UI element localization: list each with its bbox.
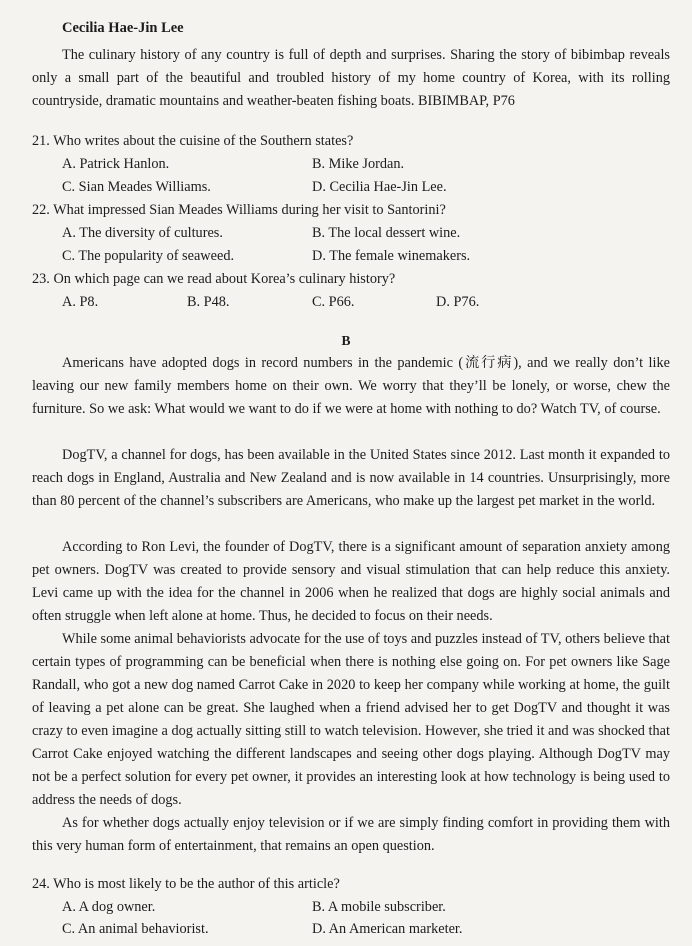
q21-option-a[interactable]: A. Patrick Hanlon.: [62, 156, 170, 172]
question-24: 24. Who is most likely to be the author of this article?: [32, 876, 340, 892]
question-21: 21. Who writes about the cuisine of the Southern states?: [32, 133, 354, 149]
passage-a-text: The culinary history of any country is full of depth and surprises. Sharing the story of bibimbap reveals only a small part of the beautiful and troubled history of my home country of Korea, with its rolling countryside, dramatic mountains and weather-beaten fishing boats. BIBIMBAP, P76: [32, 47, 670, 109]
section-b-paragraph-1: [32, 352, 670, 421]
q22-option-b[interactable]: B. The local dessert wine.: [312, 225, 461, 241]
q24-option-c[interactable]: C. An animal behaviorist.: [62, 921, 209, 937]
paragraph-3-text: According to Ron Levi, the founder of DogTV, there is a significant amount of separation anxiety among pet owners. DogTV was created to provide sensory and visual stimulation that can help reduce this anxiety. Levi came up with the idea for the channel in 2006 when he realized that dogs are highly social animals and often struggle when left alone at home. Thus, he decided to focus on their needs.: [32, 539, 670, 624]
q21-option-d[interactable]: D. Cecilia Hae-Jin Lee.: [312, 179, 447, 195]
section-b-paragraph-3: [32, 536, 670, 628]
q24-option-b[interactable]: B. A mobile subscriber.: [312, 899, 446, 915]
q23-option-a[interactable]: A. P8.: [62, 294, 99, 310]
q21-option-c[interactable]: C. Sian Meades Williams.: [62, 179, 211, 195]
section-b-heading: B: [341, 333, 351, 348]
question-22: 22. What impressed Sian Meades Williams during her visit to Santorini?: [32, 202, 446, 218]
paragraph-5-text: As for whether dogs actually enjoy television or if we are simply finding comfort in providing them with this very human form of entertainment, that remains an open question.: [32, 815, 670, 854]
paragraph-4-text: While some animal behaviorists advocate for the use of toys and puzzles instead of TV, others believe that certain types of programming can be beneficial when there is nothing else going on. For pet owners like Sage Randall, who got a new dog named Carrot Cake in 2020 to keep her company while working at home, the guilt of leaving a pet alone can be great. She laughed when a friend advised her to get DogTV and thought it was crazy to even imagine a dog actually sitting still to watch television. However, she tried it and was shocked that Carrot Cake enjoyed watching the different landscapes and seeing other dogs playing. Although DogTV may not be a perfect solution for every pet owner, it provides an interesting look at how technology is being used to address the needs of dogs.: [32, 631, 670, 808]
question-23: 23. On which page can we read about Korea’s culinary history?: [32, 271, 396, 287]
q22-option-a[interactable]: A. The diversity of cultures.: [62, 225, 223, 241]
section-b-paragraph-4: [32, 628, 670, 812]
q21-option-b[interactable]: B. Mike Jordan.: [312, 156, 405, 172]
q24-option-d[interactable]: D. An American marketer.: [312, 921, 463, 937]
passage-a-excerpt: [32, 44, 670, 113]
section-b-paragraph-5: [32, 812, 670, 858]
paragraph-1-text: Americans have adopted dogs in record numbers in the pandemic (流行病), and we really don’t like leaving our new family members home on their own. We worry that they’ll be lonely, or worse, chew the furniture. So we ask: What would we want to do if we were at home with nothing to do? Watch TV, of course.: [32, 355, 670, 417]
q23-option-c[interactable]: C. P66.: [312, 294, 355, 310]
q22-option-c[interactable]: C. The popularity of seaweed.: [62, 248, 235, 264]
q23-option-b[interactable]: B. P48.: [187, 294, 230, 310]
section-b-paragraph-2: [32, 444, 670, 513]
paragraph-2-text: DogTV, a channel for dogs, has been available in the United States since 2012. Last month it expanded to reach dogs in England, Australia and New Zealand and is now available in 14 countries. Unsurprisingly, more than 80 percent of the channel’s subscribers are Americans, who make up the largest pet market in the world.: [32, 447, 670, 509]
passage-author: Cecilia Hae-Jin Lee: [62, 20, 184, 36]
q22-option-d[interactable]: D. The female winemakers.: [312, 248, 471, 264]
q24-option-a[interactable]: A. A dog owner.: [62, 899, 156, 915]
q23-option-d[interactable]: D. P76.: [436, 294, 480, 310]
